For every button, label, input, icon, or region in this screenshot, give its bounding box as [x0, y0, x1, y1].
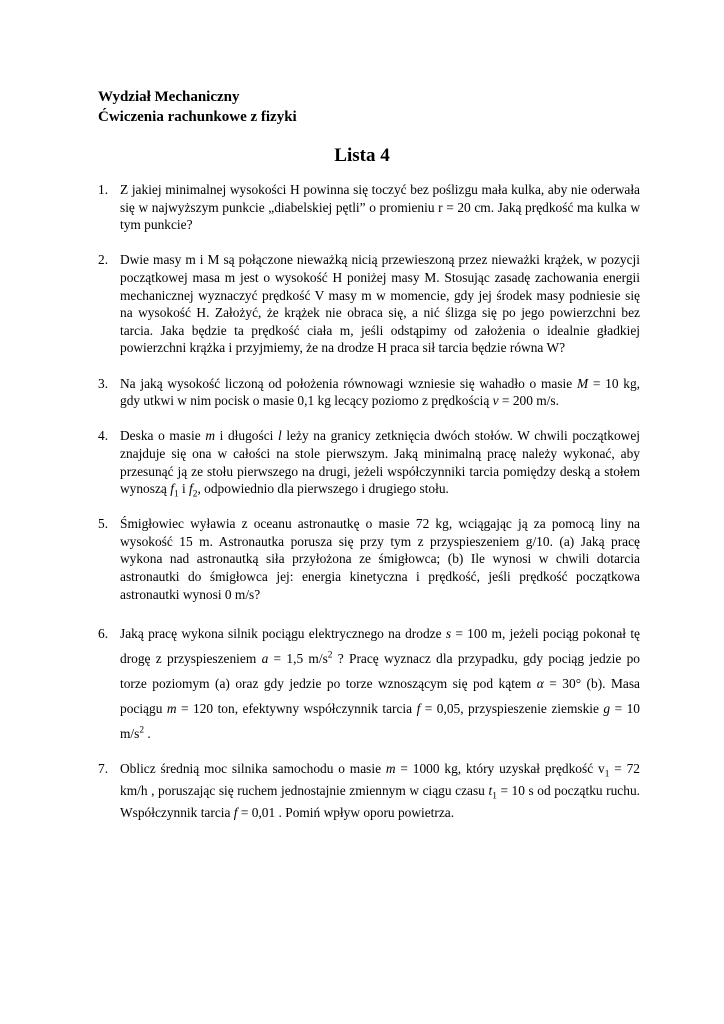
problem-number: 5. — [98, 516, 109, 532]
problem-1 — [98, 181, 640, 234]
problem-number: 2. — [98, 252, 109, 268]
problem-text: Deska o masie m i długości l leży na granicy zetknięcia dwóch stołów. W chwili początkowej znajduje się ona w całości na stole pierwszym. Jaką minimalną pracę należy wykonać, aby przesunąć ją ze stołu pierwszego na drugi, jeżeli współczynniki tarcia pomiędzy deską a stołem wynoszą $f_1$ i $f_2$, odpowiednio dla pierwszego i drugiego stołu. — [120, 428, 641, 500]
header — [98, 87, 297, 127]
problem-5 — [98, 515, 640, 603]
problem-3 — [98, 375, 640, 410]
problem-number: 3. — [98, 375, 109, 391]
problem-text: Dwie masy m i M są połączone nieważką nicią przewieszoną przez nieważki krążek, w pozycji początkowej masa m jest o wysokość H poniżej masy M. Stosując zasadę zachowania energii mechanicznej wyznaczyć prędkość V masy m w momencie, gdy jej środek masy podniesie się na wysokość H. Założyć, że krążek nie obraca się, a nić ślizga się po jego powierzchni bez tarcia. Jaka będzie ta prędkość ciała m, jeśli odstąpimy od założenia o idealnie gładkiej powierzchni krążka i przyjmiemy, że na drodze H praca sił tarcia będzie równa W? — [120, 252, 640, 356]
faculty-name: Wydział Mechaniczny — [98, 89, 240, 105]
course-name: Ćwiczenia rachunkowe z fizyki — [98, 109, 297, 125]
problem-number: 4. — [98, 428, 109, 444]
problem-text: Z jakiej minimalnej wysokości H powinna się toczyć bez poślizgu mała kulka, aby nie oderwała się w najwyższym punkcie „diabelskiej pętli” o promieniu r = 20 cm. Jaką prędkość ma kulka w tym punkcie? — [120, 182, 640, 233]
problem-list — [98, 181, 640, 841]
problem-6 — [98, 621, 640, 746]
problem-4 — [98, 427, 641, 500]
page-title: Lista 4 — [334, 145, 390, 166]
problem-2 — [98, 251, 640, 357]
problem-7 — [98, 758, 640, 824]
problem-number: 6. — [98, 625, 109, 641]
problem-number: 1. — [98, 182, 109, 197]
problem-text: Jaką pracę wykona silnik pociągu elektrycznego na drodze s = 100 m, jeżeli pociąg pokonał tę drogę z przyspieszeniem a = 1,5 $m/s^2$ ? Pracę wyznacz dla przypadku, gdy pociąg jedzie po torze poziomym (a) oraz gdy jedzie po torze wznoszącym się pod kątem α = 30° (b). Masa pociągu m = 120 ton, efektywny współczynnik tarcia f = 0,05, przyspieszenie ziemskie g = 10 $m/s^2$ . — [120, 625, 641, 741]
problem-text: Śmigłowiec wyławia z oceanu astronautkę o masie 72 kg, wciągając ją za pomocą liny na wysokość 15 m. Astronautka porusza się przy tym z przyspieszeniem g/10. (a) Jaką pracę wykona nad astronautką siła przyłożona ze śmigłowca; (b) Ile wynosi w chwili dotarcia astronautki do śmigłowca jej: energia kinetyczna i prędkość, jeśli prędkość początkowa astronautki wynosi 0 m/s? — [120, 516, 640, 602]
problem-text: Na jaką wysokość liczoną od położenia równowagi wzniesie się wahadło o masie M = 10 kg, gdy utkwi w nim pocisk o masie 0,1 kg lecący poziomo z prędkością v = 200 m/s. — [120, 375, 640, 409]
problem-text: Oblicz średnią moc silnika samochodu o masie m = 1000 kg, który uzyskał prędkość $v_1 = 72$ km/h , poruszając się ruchem jednostajnie zmiennym w ciągu czasu $t_1 = 10$ s od początku ruchu. Współczynnik tarcia f = 0,01 . Pomiń wpływ oporu powietrza. — [120, 760, 641, 820]
problem-number: 7. — [98, 760, 109, 776]
